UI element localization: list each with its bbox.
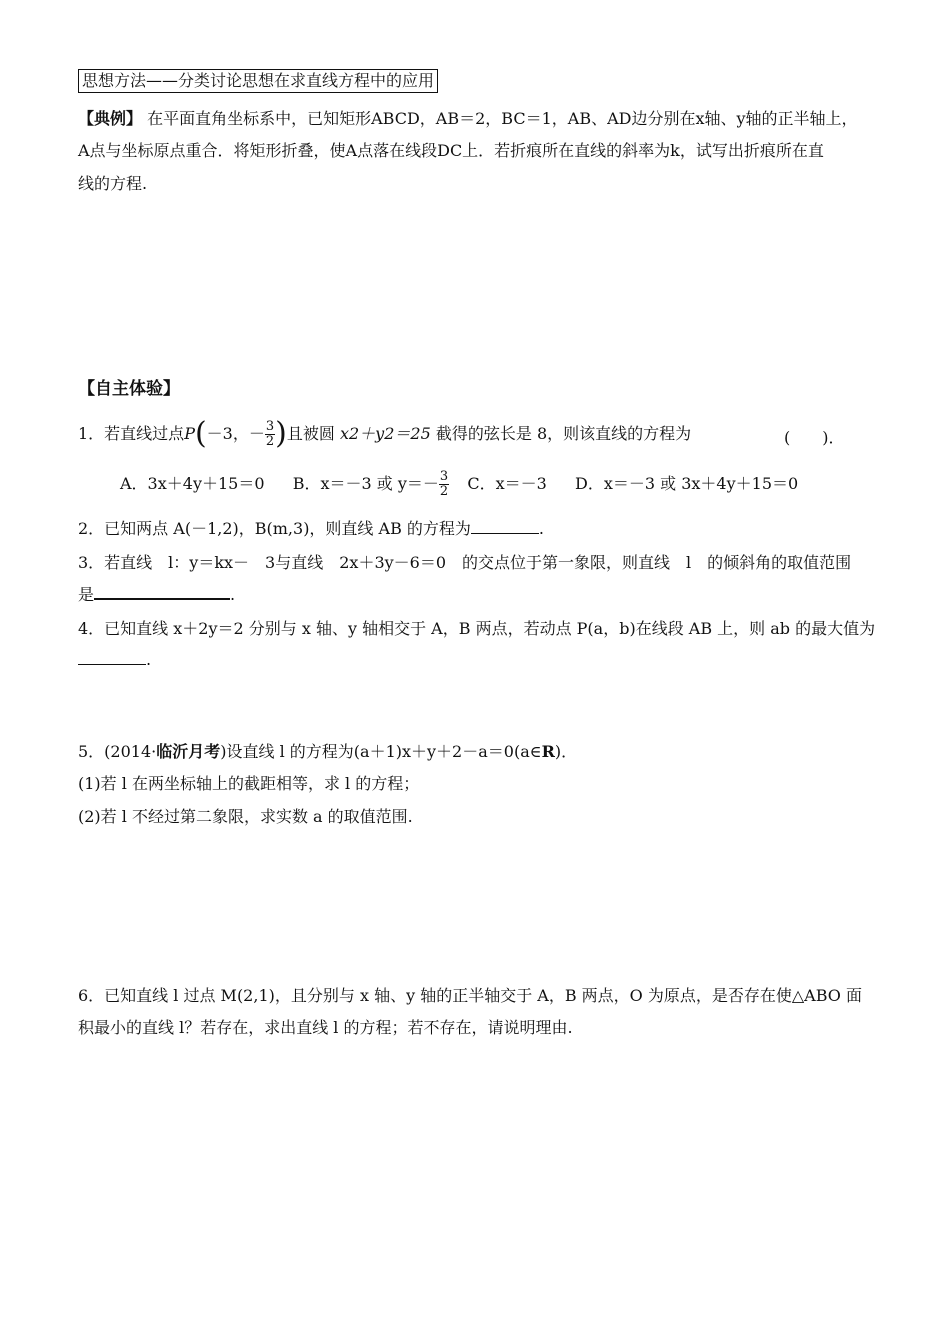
- q1-options: [120, 466, 798, 502]
- q1-left-paren: (: [194, 416, 207, 451]
- q5-post: )设直线 l 的方程为(a＋1)x＋y＋2－a＝0(a∈: [220, 742, 542, 761]
- q3-end: .: [230, 585, 236, 604]
- question-2: [78, 516, 544, 539]
- question-4-line-1: 4．已知直线 x＋2y＝2 分别与 x 轴、y 轴相交于 A，B 两点，若动点 P(a，b)在线段 AB 上，则 ab 的最大值为: [78, 619, 876, 638]
- q1-circle: x2＋y2＝25: [339, 424, 431, 443]
- q2-answer-blank[interactable]: [471, 532, 539, 534]
- question-6-line-2: 积最小的直线 l？若存在，求出直线 l 的方程；若不存在，请说明理由.: [78, 1018, 573, 1037]
- q5-source: 临沂月考: [156, 742, 221, 761]
- q1-point-p: P: [184, 424, 195, 443]
- q1-right-paren: ): [275, 416, 287, 451]
- self-test-heading: 【自主体验】: [78, 379, 180, 399]
- question-5-part-2: (2)若 l 不经过第二象限，求实数 a 的取值范围.: [78, 807, 413, 826]
- example-line-2: A点与坐标原点重合．将矩形折叠，使A点落在线段DC上．若折痕所在直线的斜率为k，试写出折痕所在直: [78, 141, 824, 160]
- q2-text: 2．已知两点 A(－1,2)，B(m,3)，则直线 AB 的方程为: [78, 519, 471, 538]
- question-3-line-2: [78, 582, 235, 605]
- q1-prefix: 1．若直线过点: [78, 424, 185, 443]
- example-line-3: 线的方程.: [78, 174, 148, 193]
- q1-option-b-fraction: $\frac{3}{2}$: [439, 469, 449, 499]
- question-5-part-1: (1)若 l 在两坐标轴上的截距相等，求 l 的方程；: [78, 774, 420, 793]
- example-tag: 【典例】: [78, 109, 143, 128]
- q5-pre: 5．(2014·: [78, 742, 157, 761]
- section-heading: 思想方法——分类讨论思想在求直线方程中的应用: [78, 69, 438, 93]
- q1-suffix-a: 且被圆: [286, 424, 335, 443]
- q1-fraction: $\frac{3}{2}$: [265, 419, 275, 449]
- question-1: [78, 416, 691, 452]
- q1-option-d: D．x＝－3 或 3x＋4y＋15＝0: [575, 474, 799, 493]
- example-text-1: 在平面直角坐标系中，已知矩形ABCD，AB＝2，BC＝1，AB、AD边分别在x轴、y轴的正半轴上，: [147, 109, 858, 128]
- q2-end: .: [538, 519, 545, 538]
- q1-answer-paren: ( )．: [784, 428, 845, 447]
- question-6-line-1: 6．已知直线 l 过点 M(2,1)，且分别与 x 轴、y 轴的正半轴交于 A，B 两点，O 为原点，是否存在使△ABO 面: [78, 986, 862, 1005]
- q4-end: .: [146, 650, 152, 669]
- q5-end: )．: [554, 742, 578, 761]
- q3-answer-blank[interactable]: [94, 597, 230, 600]
- question-4-line-2: [78, 650, 151, 669]
- question-5-line-1: [78, 739, 577, 762]
- question-3-line-1: 3．若直线 l：y＝kx－ 3与直线 2x＋3y－6＝0 的交点位于第一象限，则直线 l 的倾斜角的取值范围: [78, 553, 852, 572]
- q1-option-b: B．x＝－3 或 y＝－: [292, 474, 439, 493]
- q1-option-a: A．3x＋4y＋15＝0: [120, 474, 265, 493]
- q1-point-x: －3，－: [206, 424, 265, 443]
- q3-line2-pre: 是: [78, 585, 95, 604]
- q1-suffix-b: 截得的弦长是 8，则该直线的方程为: [435, 424, 692, 443]
- example-line-1: [78, 106, 858, 129]
- q1-option-c: C．x＝－3: [467, 474, 547, 493]
- q4-answer-blank[interactable]: [78, 663, 146, 665]
- q5-real-set: R: [541, 742, 555, 761]
